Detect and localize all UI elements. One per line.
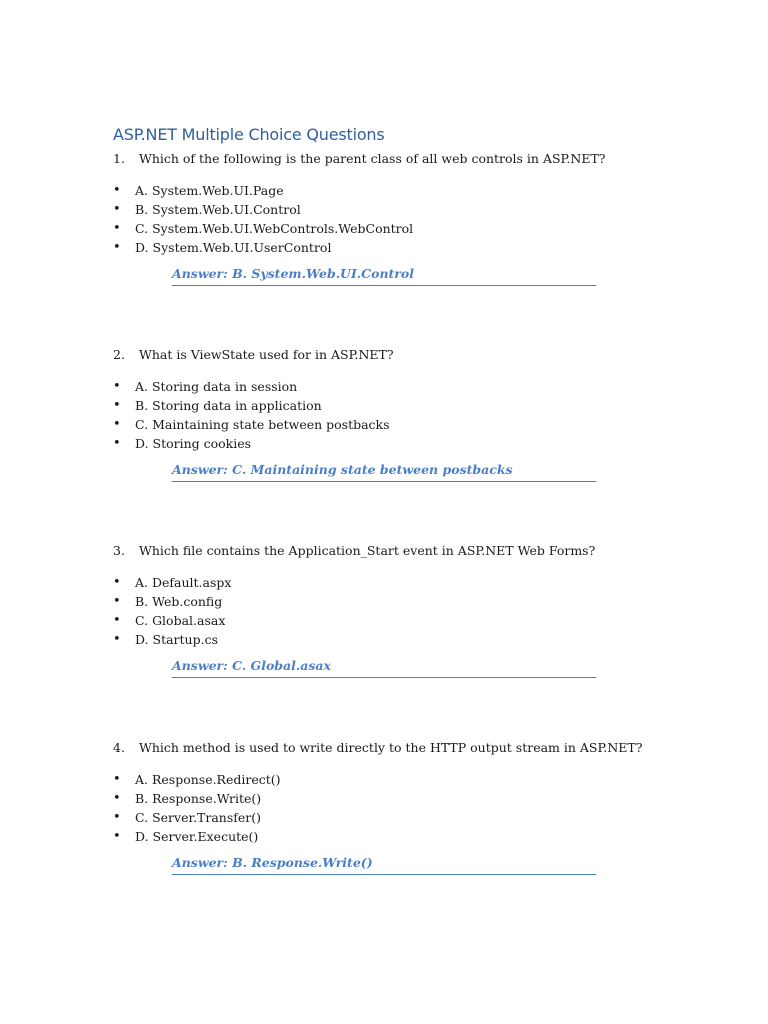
option-text: C. Global.asax: [135, 613, 226, 628]
question-text: Which file contains the Application_Start event in ASP.NET Web Forms?: [138, 543, 596, 558]
answer-line: Answer: B. System.Web.UI.Control: [172, 266, 596, 286]
question-text-line: [113, 347, 394, 362]
option-text: A. Default.aspx: [135, 575, 232, 590]
question-3: [0, 543, 768, 733]
question-text: What is ViewState used for in ASP.NET?: [138, 347, 394, 362]
question-text: Which of the following is the parent class of all web controls in ASP.NET?: [138, 151, 606, 166]
option-text: C. System.Web.UI.WebControls.WebControl: [135, 221, 414, 236]
bullet-icon: •: [113, 221, 121, 236]
bullet-icon: •: [113, 575, 121, 590]
question-number: 3.: [113, 543, 125, 558]
bullet-icon: •: [113, 810, 121, 825]
bullet-icon: •: [113, 379, 121, 394]
question-2: [0, 347, 768, 537]
option-text: A. Response.Redirect(): [135, 772, 281, 787]
option-text: A. Storing data in session: [135, 379, 298, 394]
question-text: Which method is used to write directly to the HTTP output stream in ASP.NET?: [138, 740, 643, 755]
question-text-line: [113, 543, 595, 558]
answer-line: Answer: B. Response.Write(): [172, 855, 596, 875]
option-text: B. Web.config: [135, 594, 223, 609]
question-1: [0, 151, 768, 341]
question-4: [0, 740, 768, 930]
bullet-icon: •: [113, 436, 121, 451]
option-text: C. Server.Transfer(): [135, 810, 262, 825]
bullet-icon: •: [113, 202, 121, 217]
option-text: C. Maintaining state between postbacks: [135, 417, 390, 432]
answer-line: Answer: C. Global.asax: [172, 658, 596, 678]
option-text: D. Server.Execute(): [135, 829, 259, 844]
question-number: 4.: [113, 740, 125, 755]
question-number: 1.: [113, 151, 125, 166]
option-text: B. System.Web.UI.Control: [135, 202, 301, 217]
bullet-icon: •: [113, 240, 121, 255]
bullet-icon: •: [113, 613, 121, 628]
bullet-icon: •: [113, 183, 121, 198]
bullet-icon: •: [113, 791, 121, 806]
answer-line: Answer: C. Maintaining state between postbacks: [172, 462, 596, 482]
option-text: B. Storing data in application: [135, 398, 322, 413]
bullet-icon: •: [113, 398, 121, 413]
question-text-line: [113, 740, 642, 755]
option-text: B. Response.Write(): [135, 791, 262, 806]
bullet-icon: •: [113, 632, 121, 647]
bullet-icon: •: [113, 829, 121, 844]
question-text-line: [113, 151, 606, 166]
bullet-icon: •: [113, 594, 121, 609]
page-title: ASP.NET Multiple Choice Questions: [113, 125, 385, 144]
option-text: D. Startup.cs: [135, 632, 219, 647]
option-text: A. System.Web.UI.Page: [135, 183, 284, 198]
bullet-icon: •: [113, 417, 121, 432]
option-text: D. Storing cookies: [135, 436, 252, 451]
question-number: 2.: [113, 347, 125, 362]
option-text: D. System.Web.UI.UserControl: [135, 240, 332, 255]
bullet-icon: •: [113, 772, 121, 787]
